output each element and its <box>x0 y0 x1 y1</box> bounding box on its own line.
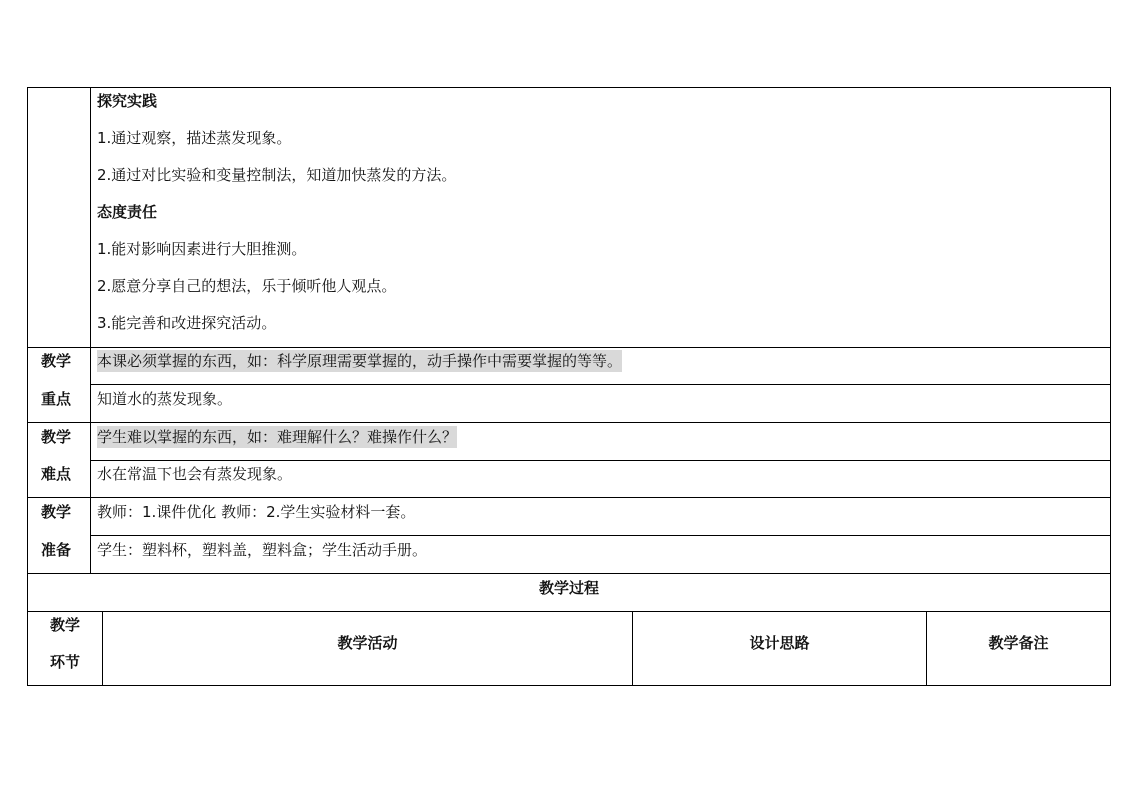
difficulties-content: 水在常温下也会有蒸发现象。 <box>97 465 293 483</box>
attitude-item-3: 3.能完善和改进探究活动。 <box>97 314 277 332</box>
inquiry-item-2: 2.通过对比实验和变量控制法，知道加快蒸发的方法。 <box>97 166 457 184</box>
key-points-label-1: 教学 <box>41 352 72 370</box>
inquiry-item-1: 1.通过观察，描述蒸发现象。 <box>97 129 292 147</box>
difficulties-hint: 学生难以掌握的东西，如：难理解什么？难操作什么？ <box>97 428 458 446</box>
attitude-item-1: 1.能对影响因素进行大胆推测。 <box>97 240 307 258</box>
key-points-content: 知道水的蒸发现象。 <box>97 390 233 408</box>
key-points-label-2: 重点 <box>41 390 72 408</box>
attitude-heading: 态度责任 <box>97 203 158 221</box>
preparation-label-2: 准备 <box>41 541 72 559</box>
preparation-label-1: 教学 <box>41 503 72 521</box>
process-col-activity: 教学活动 <box>337 634 398 652</box>
attitude-item-2: 2.愿意分享自己的想法，乐于倾听他人观点。 <box>97 277 397 295</box>
preparation-student: 学生：塑料杯，塑料盖，塑料盒；学生活动手册。 <box>97 541 428 559</box>
process-title: 教学过程 <box>538 579 599 597</box>
difficulties-label-1: 教学 <box>41 428 72 446</box>
difficulties-label-2: 难点 <box>41 465 72 483</box>
process-col-notes: 教学备注 <box>988 634 1049 652</box>
process-col-design: 设计思路 <box>749 634 810 652</box>
process-col-stage-2: 环节 <box>49 653 80 671</box>
inquiry-heading: 探究实践 <box>97 92 158 110</box>
process-col-stage-1: 教学 <box>49 616 80 634</box>
key-points-hint: 本课必须掌握的东西，如：科学原理需要掌握的，动手操作中需要掌握的等等。 <box>97 352 623 370</box>
preparation-teacher: 教师：1.课件优化 教师：2.学生实验材料一套。 <box>97 503 416 521</box>
